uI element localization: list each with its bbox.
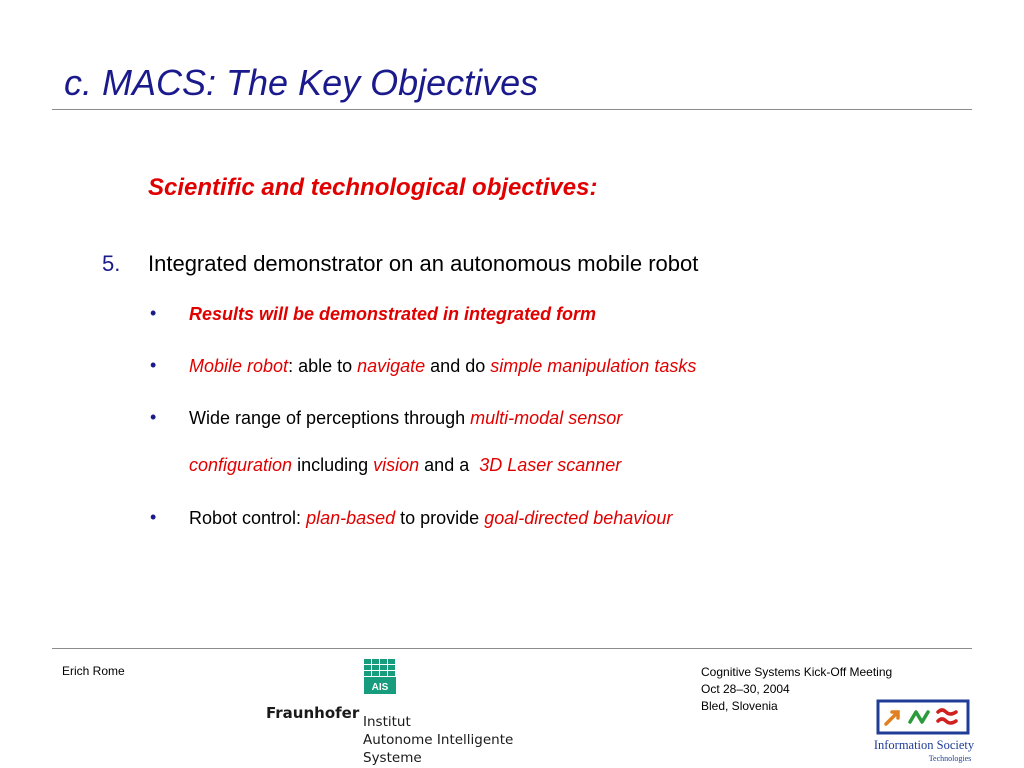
bullet-2 <box>189 356 696 377</box>
fraunhofer-wordmark: Fraunhofer <box>266 704 360 722</box>
bullet-marker: • <box>150 355 157 375</box>
bullet-marker: • <box>150 407 157 427</box>
institut-line-3: Systeme <box>363 750 422 766</box>
slide-title: c. MACS: The Key Objectives <box>64 62 539 103</box>
meeting-date: Oct 28–30, 2004 <box>701 682 790 696</box>
bullet-2-mobile-robot: Mobile robot <box>189 356 289 376</box>
bullet-4-plan-based: plan-based <box>306 508 396 528</box>
item-number: 5. <box>102 251 121 276</box>
item-text: Integrated demonstrator on an autonomous mobile robot <box>148 251 699 276</box>
ais-badge-text: AIS <box>371 682 389 693</box>
bullet-marker: • <box>150 507 157 527</box>
bullet-3-multimodal: multi-modal sensor <box>470 408 623 428</box>
institut-line-1: Institut <box>363 714 411 730</box>
footer-author: Erich Rome <box>62 664 125 678</box>
bullet-2-manipulation: simple manipulation tasks <box>490 356 697 376</box>
bullet-3-line-2 <box>189 455 621 476</box>
title-divider <box>52 109 972 110</box>
footer-divider <box>52 648 972 649</box>
bullet-3-text: and a <box>419 455 480 475</box>
ist-line-2: Technologies <box>928 754 972 763</box>
bullet-3-configuration: configuration <box>189 455 293 475</box>
bullet-3-vision: vision <box>373 455 420 475</box>
bullet-4-text: to provide <box>395 508 485 528</box>
institut-line-2: Autonome Intelligente <box>363 732 514 748</box>
bullet-1-text: Results will be demonstrated in integrated form <box>189 304 597 324</box>
bullet-2-navigate: navigate <box>357 356 426 376</box>
bullet-3-laser: 3D Laser scanner <box>479 455 622 475</box>
ist-logo <box>862 698 986 764</box>
bullet-3-text: including <box>292 455 374 475</box>
bullet-2-text: and do <box>425 356 491 376</box>
ist-line-1: Information Society <box>873 738 975 752</box>
bullet-3-line-1 <box>189 408 622 429</box>
fraunhofer-ais-logo <box>262 656 542 768</box>
bullet-4-goal-directed: goal-directed behaviour <box>484 508 673 528</box>
meeting-name: Cognitive Systems Kick-Off Meeting <box>701 665 893 679</box>
bullet-3-text: Wide range of perceptions through <box>189 408 471 428</box>
bullet-1 <box>189 304 596 325</box>
bullet-4 <box>189 508 672 529</box>
ist-arrows-icon <box>878 701 968 733</box>
bullet-2-text: : able to <box>288 356 358 376</box>
section-subtitle: Scientific and technological objectives: <box>148 174 598 201</box>
bullet-4-text: Robot control: <box>189 508 307 528</box>
meeting-place: Bled, Slovenia <box>701 699 778 713</box>
bullet-marker: • <box>150 303 157 323</box>
